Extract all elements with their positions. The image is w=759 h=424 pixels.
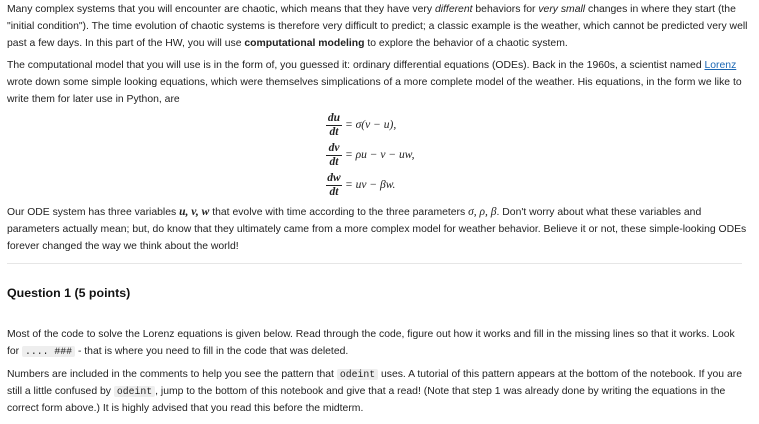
intro-text-3: changes in where they start (the "initial condition"). The time evolution of chaotic systems is therefore very difficult to predict; a classic example is the weather, which cannot be predicted very well past a few days. In this part of the HW, you will use <box>7 4 748 49</box>
fraction-numerator: dw <box>327 171 341 184</box>
code-instructions-text-1: Most of the code to solve the Lorenz equations is given below. Read through the code, figure out how it works and fill in the missing lines so that it works. Look for <box>7 329 735 357</box>
code-instructions-paragraph <box>7 326 749 360</box>
ode-paragraph <box>7 204 749 255</box>
section-divider <box>7 263 742 264</box>
question-heading: Question 1 (5 points) <box>7 286 131 300</box>
equation-rhs: = uv − βw. <box>345 178 396 191</box>
code-instructions-text-2: - that is where you need to fill in the code that was deleted. <box>75 346 349 357</box>
inline-code-odeint: odeint <box>337 369 378 380</box>
equation-rhs: = σ(v − u), <box>345 118 397 131</box>
odeint-text-2: uses. A tutorial of this pattern appears at the bottom of the notebook. If you are still a little confused by <box>7 369 742 397</box>
ode-text-1: Our ODE system has three variables <box>7 207 180 218</box>
model-text-2: wrote down some simple looking equations, which were themselves simplications of a more complete model of the weather. His equations, in the form we like to write them for later use in Python, are <box>7 77 742 105</box>
equation-dw-dt <box>326 170 395 200</box>
intro-text-2: behaviors for <box>472 4 539 15</box>
ode-variables: u, v, w <box>179 206 210 218</box>
intro-paragraph <box>7 1 749 52</box>
odeint-text-3: , jump to the bottom of this notebook and give that a read! (Note that step 1 was already done by writing the equations in the correct form above.) It is highly advised that you read this before the midterm. <box>7 386 726 414</box>
fraction-denominator: dt <box>329 155 339 168</box>
intro-strong-computational-modeling: computational modeling <box>244 38 365 49</box>
fraction-denominator: dt <box>329 125 339 138</box>
equation-dv-dt <box>326 140 414 170</box>
equation-rhs: = ρu − v − uw, <box>345 148 415 161</box>
model-paragraph <box>7 57 749 108</box>
fraction-numerator: du <box>327 111 341 124</box>
fraction-du-dt <box>326 112 342 139</box>
equation-du-dt <box>326 110 396 140</box>
fraction-numerator: dv <box>328 141 340 154</box>
inline-code-odeint: odeint <box>114 386 155 397</box>
ode-text-3: . Don't worry about what these variables and parameters actually mean; but, do know that they ultimately came from a more complex model for weather behavior. Believe it or not, these simple-looking ODEs forever changed the way we think about the world! <box>7 207 747 252</box>
fraction-dv-dt <box>326 142 342 169</box>
model-text-1: The computational model that you will use is in the form of, you guessed it: ordinary differential equations (ODEs). Back in the 1960s, a scientist named <box>7 60 705 71</box>
fraction-dw-dt <box>326 172 342 199</box>
fraction-denominator: dt <box>329 185 339 198</box>
intro-text-4: to explore the behavior of a chaotic system. <box>364 38 568 49</box>
odeint-text-1: Numbers are included in the comments to help you see the pattern that <box>7 369 337 380</box>
inline-code-placeholder: .... ### <box>22 346 75 357</box>
intro-emphasis-very-small: very small <box>538 4 586 15</box>
ode-parameters: σ, ρ, β <box>468 206 497 218</box>
lorenz-link[interactable]: Lorenz <box>704 60 737 71</box>
odeint-paragraph <box>7 366 749 417</box>
intro-text-1: Many complex systems that you will encounter are chaotic, which means that they have very <box>7 4 435 15</box>
ode-text-2: that evolve with time according to the three parameters <box>209 207 469 218</box>
intro-emphasis-different: different <box>434 4 473 15</box>
